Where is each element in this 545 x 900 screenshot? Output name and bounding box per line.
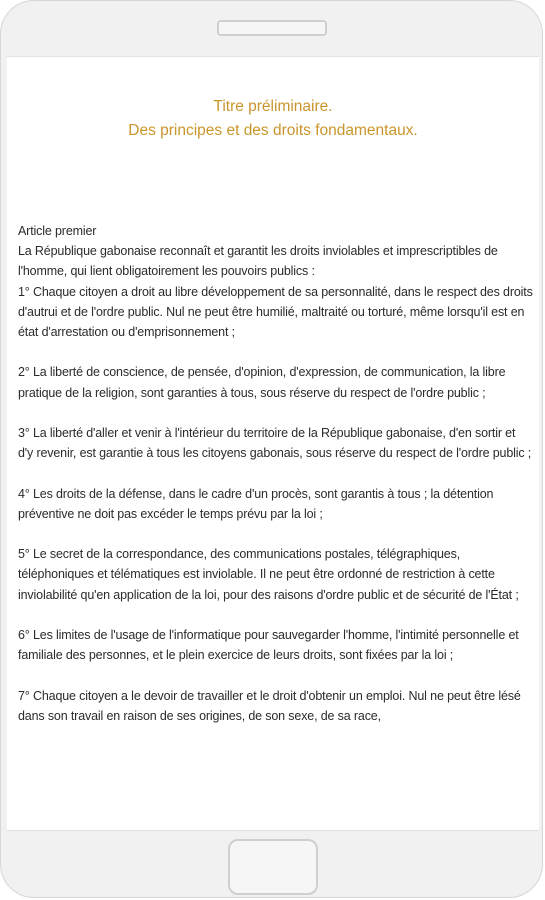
phone-speaker <box>217 20 327 36</box>
document-body <box>18 221 533 726</box>
title-line-1: Titre préliminaire. <box>213 98 333 115</box>
article-intro: La République gabonaise reconnaît et garantit les droits inviolables et imprescriptibles de l'homme, qui lient obligatoirement les pouvoirs publics : <box>18 244 498 279</box>
home-button[interactable] <box>228 839 318 895</box>
article-heading: Article premier <box>18 224 97 238</box>
paragraph-2: 2° La liberté de conscience, de pensée, d'opinion, d'expression, de communication, la libre pratique de la religion, sont garanties à tous, sous réserve du respect de l'ordre public ; <box>18 365 506 400</box>
document-title <box>7 95 539 143</box>
document-screen[interactable] <box>7 56 539 831</box>
paragraph-7: 7° Chaque citoyen a le devoir de travailler et le droit d'obtenir un emploi. Nul ne peut être lésé dans son travail en raison de ses origines, de son sexe, de sa race, <box>18 688 521 723</box>
paragraph-3: 3° La liberté d'aller et venir à l'intérieur du territoire de la République gabonaise, d'en sortir et d'y revenir, est garantie à tous les citoyens gabonais, sous réserve du respect de l'ordre public ; <box>18 426 532 461</box>
title-line-2: Des principes et des droits fondamentaux. <box>128 122 418 139</box>
paragraph-5: 5° Le secret de la correspondance, des communications postales, télégraphiques, téléphoniques et télématiques est inviolable. Il ne peut être ordonné de restriction à cette inviolabilité qu'en application de la loi, pour des raisons d'ordre public et de sécurité de l'État ; <box>18 547 519 602</box>
paragraph-4: 4° Les droits de la défense, dans le cadre d'un procès, sont garantis à tous ; la détention préventive ne doit pas excéder le temps prévu par la loi ; <box>18 486 494 521</box>
paragraph-6: 6° Les limites de l'usage de l'informatique pour sauvegarder l'homme, l'intimité personnelle et familiale des personnes, et le plein exercice de leurs droits, sont fixées par la loi ; <box>18 627 519 663</box>
paragraph-1: 1° Chaque citoyen a droit au libre développement de sa personnalité, dans le respect des droits d'autrui et de l'ordre public. Nul ne peut être humilié, maltraité ou torturé, même lorsqu'il est en état d'arrestation ou d'emprisonnement ; <box>18 284 533 340</box>
